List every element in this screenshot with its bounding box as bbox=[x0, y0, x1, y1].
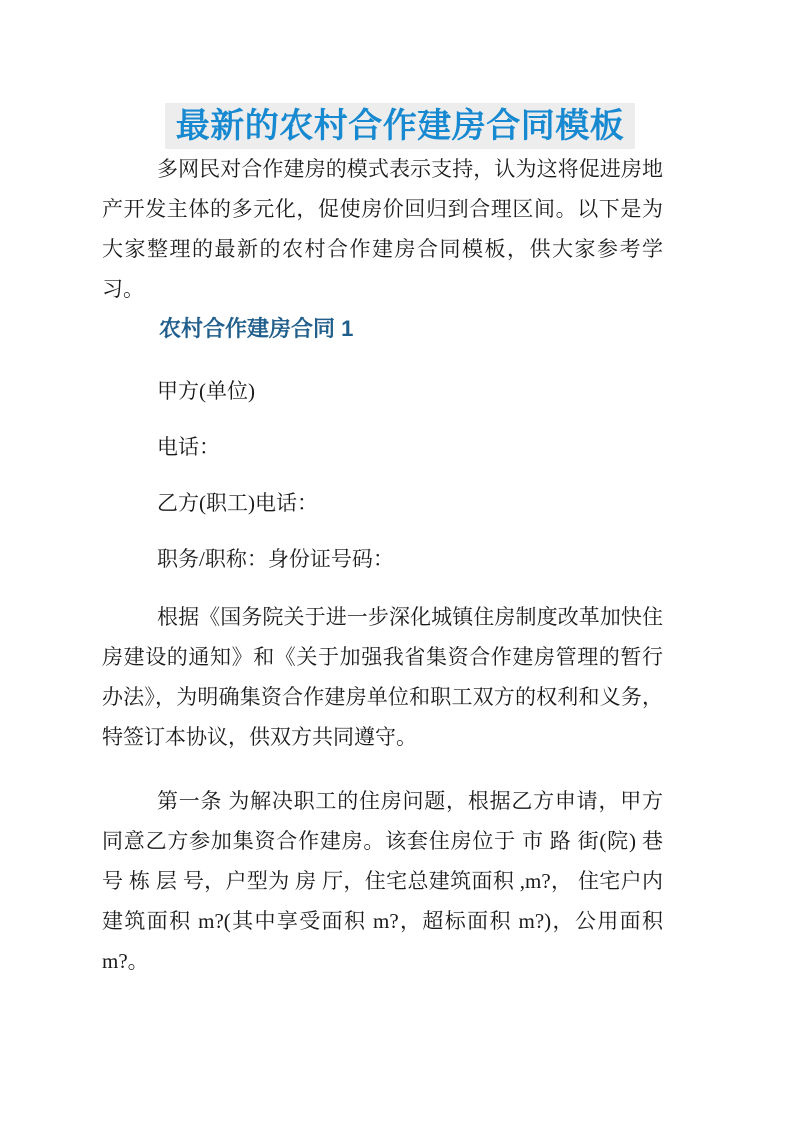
paragraph-basis: 根据《国务院关于进一步深化城镇住房制度改革加快住房建设的通知》和《关于加强我省集资合作建房管理的暂行办法》，为明确集资合作建房单位和职工双方的权利和义务，特签订本协议，供双方共同遵守。 bbox=[102, 605, 663, 749]
document-body bbox=[102, 149, 663, 981]
field-line-party-b-phone: 乙方(职工)电话： bbox=[157, 491, 318, 515]
section-heading: 农村合作建房合同 1 bbox=[159, 316, 354, 341]
document-title: 最新的农村合作建房合同模板 bbox=[165, 103, 636, 149]
field-line-title-id: 职务/职称：身份证号码： bbox=[157, 547, 394, 571]
intro-paragraph: 多网民对合作建房的模式表示支持，认为这将促进房地产开发主体的多元化，促使房价回归到合理区间。以下是为大家整理的最新的农村合作建房合同模板，供大家参考学习。 bbox=[102, 157, 663, 301]
field-line-party-a: 甲方(单位) bbox=[157, 379, 255, 403]
paragraph-article-1: 第一条 为解决职工的住房问题，根据乙方申请，甲方同意乙方参加集资合作建房。该套住房位于 市 路 街(院) 巷 号 栋 层 号，户型为 房 厅，住宅总建筑面积 ,m?， 住宅户内建筑面积 m?(其中享受面积 m?，超标面积 m?)，公用面积 m?。 bbox=[102, 789, 663, 973]
title-row bbox=[0, 103, 800, 149]
field-line-phone: 电话： bbox=[157, 435, 220, 459]
